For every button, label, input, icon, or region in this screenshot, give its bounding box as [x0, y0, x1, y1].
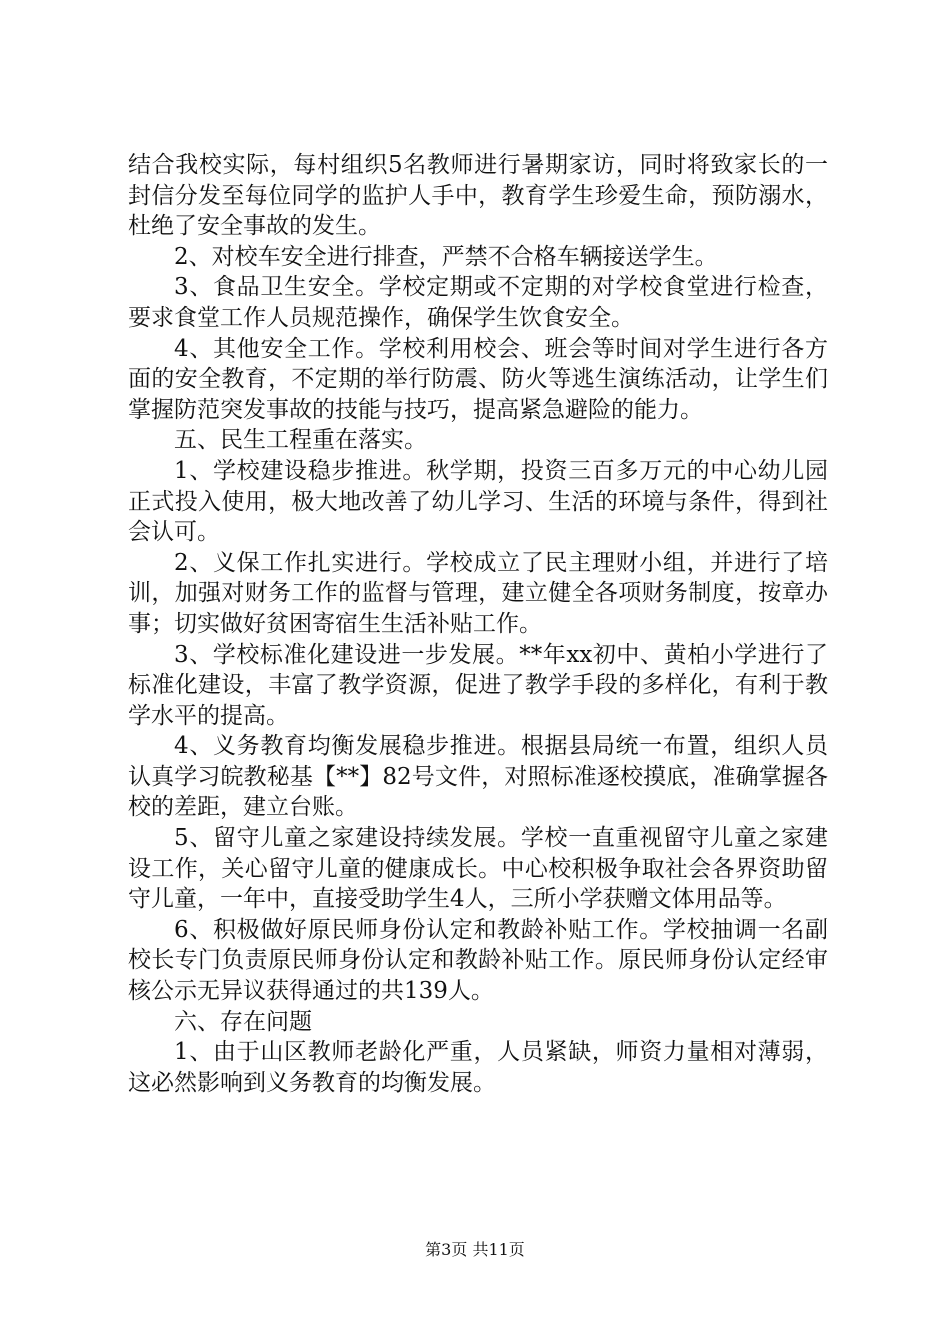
page-footer — [0, 1240, 950, 1260]
section-heading-five: 五、民生工程重在落实。 — [174, 427, 427, 454]
paragraph-7: 2、义保工作扎实进行。学校成立了民主理财小组，并进行了培训，加强对财务工作的监督与管理，建立健全各项财务制度，按章办事；切实做好贫困寄宿生生活补贴工作。 — [128, 549, 828, 637]
paragraph-13: 1、由于山区教师老龄化严重，人员紧缺，师资力量相对薄弱，这必然影响到义务教育的均衡发展。 — [128, 1039, 828, 1096]
section-heading-six: 六、存在问题 — [174, 1008, 312, 1035]
paragraph-4: 4、其他安全工作。学校利用校会、班会等时间对学生进行各方面的安全教育，不定期的举行防震、防火等逃生演练活动，让学生们掌握防范突发事故的技能与技巧，提高紧急避险的能力。 — [128, 335, 828, 423]
paragraph-6: 1、学校建设稳步推进。秋学期，投资三百多万元的中心幼儿园正式投入使用，极大地改善了幼儿学习、生活的环境与条件，得到社会认可。 — [128, 457, 828, 546]
paragraph-2: 2、对校车安全进行排查，严禁不合格车辆接送学生。 — [174, 243, 718, 270]
paragraph-1: 结合我校实际，每村组织5名教师进行暑期家访，同时将致家长的一封信分发至每位同学的监护人手中，教育学生珍爱生命，预防溺水，杜绝了安全事故的发生。 — [128, 152, 828, 240]
paragraph-11: 6、积极做好原民师身份认定和教龄补贴工作。学校抽调一名副校长专门负责原民师身份认定和教龄补贴工作。原民师身份认定经审核公示无异议获得通过的共139人。 — [128, 916, 828, 1005]
paragraph-3: 3、食品卫生安全。学校定期或不定期的对学校食堂进行检查，要求食堂工作人员规范操作，确保学生饮食安全。 — [128, 274, 828, 331]
paragraph-8: 3、学校标准化建设进一步发展。**年xx初中、黄柏小学进行了标准化建设，丰富了教学资源，促进了教学手段的多样化，有利于教学水平的提高。 — [128, 641, 828, 729]
page-number-label: 第3页 共11页 — [425, 1240, 525, 1259]
paragraph-10: 5、留守儿童之家建设持续发展。学校一直重视留守儿童之家建设工作，关心留守儿童的健康成长。中心校积极争取社会各界资助留守儿童，一年中，直接受助学生4人，三所小学获赠文体用品等。 — [128, 825, 828, 913]
document-body — [128, 150, 828, 1098]
paragraph-9: 4、义务教育均衡发展稳步推进。根据县局统一布置，组织人员认真学习皖教秘基【**】82号文件，对照标准逐校摸底，准确掌握各校的差距，建立台账。 — [128, 733, 828, 821]
